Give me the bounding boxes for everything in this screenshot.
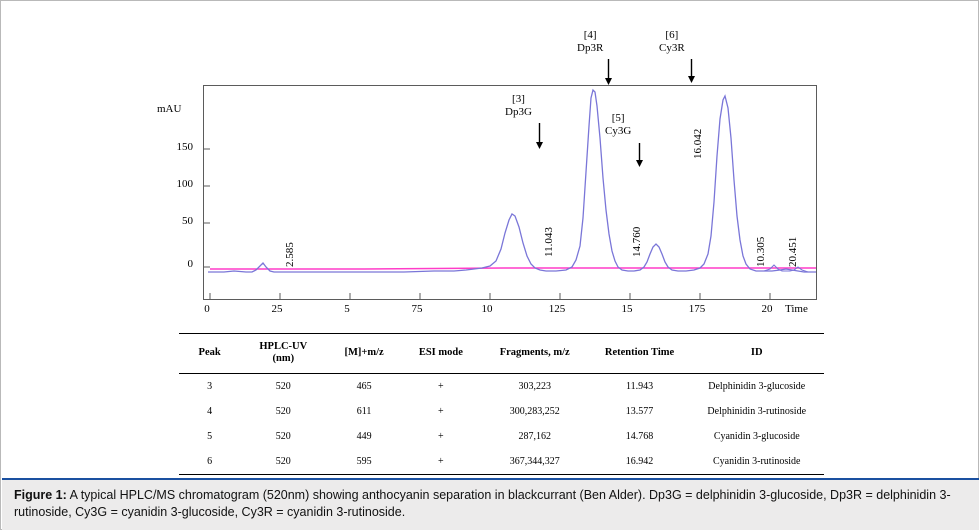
cell-peak: 5: [207, 431, 213, 442]
peak-index-label: [3]: [512, 93, 525, 105]
minor-peak-retention-time-2: 10.305: [755, 236, 767, 267]
cell-id: Delphinidin 3-glucoside: [708, 381, 806, 392]
cell-retention-time: 13.577: [625, 406, 654, 417]
y-axis-ticks: [204, 149, 210, 267]
y-tick-label: 0: [187, 258, 193, 270]
cell-mz: 611: [356, 406, 372, 417]
cell-mz: 449: [356, 431, 372, 442]
cell-peak: 6: [179, 449, 240, 475]
table-row: [179, 424, 824, 449]
peak-retention-time-3: 11.043: [543, 227, 555, 257]
cell-retention-time: 14.768: [625, 431, 654, 442]
figure-caption-label: Figure 1:: [14, 488, 67, 502]
x-tick-label: 25: [271, 303, 283, 315]
col-fragments: Fragments, m/z: [480, 334, 590, 374]
cell-id: Delphinidin 3-rutinoside: [707, 406, 807, 417]
y-tick-label: 150: [176, 141, 193, 153]
col-hplc-uv-line1: HPLC-UV: [259, 341, 308, 352]
cell-fragments: 300,283,252: [509, 406, 560, 417]
cell-id: Cyanidin 3-rutinoside: [689, 449, 824, 475]
col-hplc-uv-line2: (nm): [272, 353, 295, 364]
col-peak: Peak: [179, 334, 240, 374]
table-row: [179, 374, 824, 400]
y-tick-label: 100: [176, 178, 193, 190]
x-tick-label: 5: [344, 303, 350, 315]
cell-hplc-uv: 520: [275, 406, 291, 417]
peak-retention-time-6: 16.042: [692, 128, 704, 159]
col-mz: [M]+m/z: [326, 334, 401, 374]
cell-esi-mode: +: [402, 449, 480, 475]
x-tick-label: 0: [204, 303, 210, 315]
col-hplc-uv: [240, 334, 326, 374]
peak-index-label: [5]: [611, 112, 625, 124]
x-axis-title: Time: [785, 303, 808, 315]
peak-annotation-6: [659, 29, 685, 55]
y-tick-label: 50: [182, 215, 193, 227]
peak-index-label: [6]: [665, 29, 679, 41]
peak-annotation-3: [505, 93, 532, 119]
cell-id: Cyanidin 3-glucoside: [713, 431, 800, 442]
table-body: [179, 374, 824, 475]
cell-fragments: 287,162: [518, 431, 551, 442]
table-row: [179, 399, 824, 424]
cell-hplc-uv: 520: [275, 431, 291, 442]
cell-esi-mode: +: [438, 381, 444, 392]
table-head: [179, 334, 824, 374]
peak-index-label: [4]: [583, 29, 597, 41]
peak-name-label: Dp3R: [577, 42, 604, 54]
figure-caption-bar: [2, 478, 979, 530]
table-row: [179, 449, 824, 475]
peak-name-label: Dp3G: [505, 106, 532, 118]
cell-retention-time: 11.943: [625, 381, 654, 392]
cell-esi-mode: +: [438, 406, 444, 417]
x-tick-label: 175: [688, 303, 706, 315]
minor-peak-retention-time-3: 20.451: [787, 236, 799, 267]
x-tick-label: 20: [761, 303, 773, 315]
x-tick-label: 75: [411, 303, 423, 315]
chromatogram-panel: [7, 7, 970, 317]
col-id: ID: [689, 334, 824, 374]
minor-peak-retention-time-1: 2.585: [284, 242, 296, 267]
results-table-wrap: [179, 333, 824, 475]
peak-annotation-4: [577, 29, 603, 55]
cell-fragments: 367,344,327: [480, 449, 590, 475]
results-table: [179, 333, 824, 475]
x-tick-label: 10: [481, 303, 493, 315]
y-axis-unit-label: mAU: [157, 103, 182, 115]
cell-esi-mode: +: [438, 431, 444, 442]
figure-caption: [14, 487, 967, 521]
col-esi-mode: ESI mode: [402, 334, 480, 374]
x-tick-label: 15: [621, 303, 633, 315]
x-tick-label: 125: [548, 303, 566, 315]
figure-caption-body: A typical HPLC/MS chromatogram (520nm) showing anthocyanin separation in blackcurrant (Ben Alder). Dp3G = delphinidin 3-glucoside, Dp3R = delphinidin 3-rutinoside, Cy3G = cyanidin 3-glucoside, Cy3R = cyanidin 3-rutinoside.: [14, 488, 951, 519]
peak-retention-time-5: 14.760: [631, 226, 643, 257]
cell-hplc-uv: 520: [240, 449, 326, 475]
peak-arrow-4: [604, 59, 613, 85]
table-header-row: [179, 334, 824, 374]
col-retention-time: Retention Time: [590, 334, 690, 374]
cell-fragments: 303,223: [518, 381, 551, 392]
cell-peak: 3: [207, 381, 213, 392]
x-axis-ticks: [210, 293, 770, 299]
cell-peak: 4: [207, 406, 213, 417]
baseline-trace: [210, 268, 816, 269]
peak-name-label: Cy3R: [659, 42, 685, 54]
peak-annotation-5: [605, 112, 631, 138]
peak-name-label: Cy3G: [605, 125, 632, 137]
cell-mz: 595: [326, 449, 401, 475]
cell-retention-time: 16.942: [590, 449, 690, 475]
peak-arrow-6: [687, 59, 696, 83]
cell-mz: 465: [356, 381, 372, 392]
peak-arrow-3: [535, 123, 544, 149]
cell-hplc-uv: 520: [275, 381, 291, 392]
peak-arrow-5: [635, 143, 644, 167]
